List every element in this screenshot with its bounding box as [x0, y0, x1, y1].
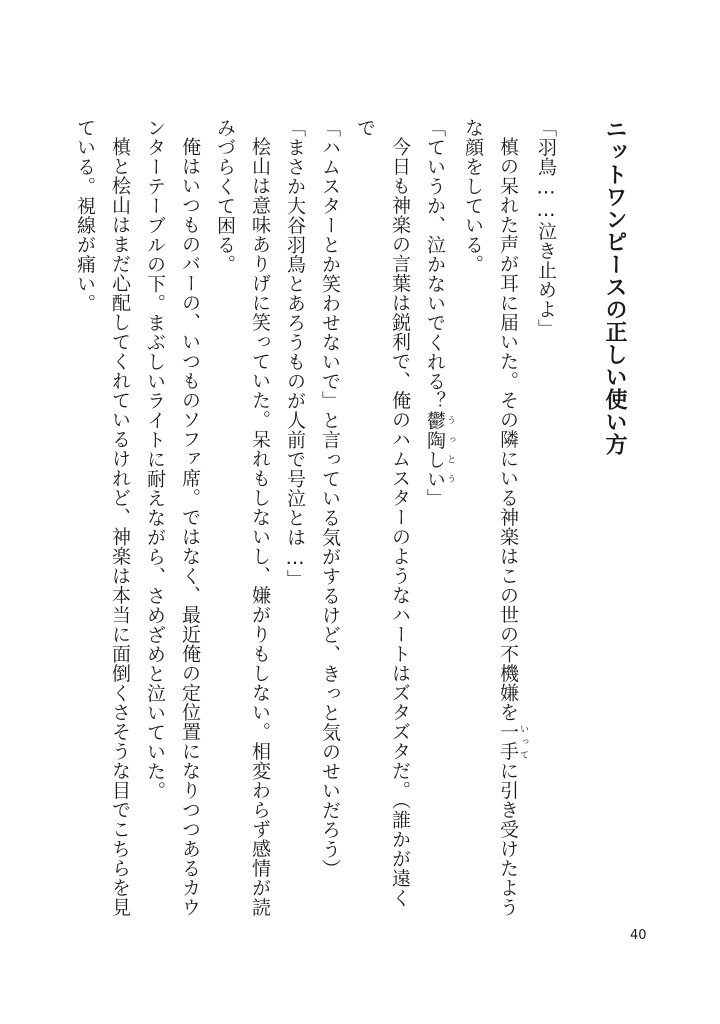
vertical-text-block [67, 118, 632, 918]
paragraph-7: 桧山は意味ありげに笑っていた。呆れもしないし、嫌がりもしない。相変わらず感情が読みづらくて困る。 [214, 118, 271, 917]
paragraph-3: 「ていうか、泣かないでくれる？鬱陶しい うっとう」 [424, 118, 455, 508]
paragraph-9: 槙と桧山はまだ心配してくれているけれど、神楽は本当に面倒くさそうな目でこちらを見ている。視線が痛い。 [74, 118, 131, 917]
paragraph-1: 「羽鳥……泣き止めよ」 [535, 118, 557, 339]
paragraph-8: 俺はいつものバーの、いつものソファ席。ではなく、最近俺の定位置になりつつあるカウンターテーブルの下。まぶしいライトに耐えながら、さめざめと泣いていた。 [144, 118, 201, 917]
paragraph-2-tail: に引き受けたような顔をしている。 [462, 118, 519, 917]
paragraph-2 [455, 118, 528, 918]
paragraph-4: 今日も神楽の言葉は鋭利で、俺のハムスターのようなハートはズタズタだ。（誰かが遠くで [354, 118, 411, 908]
chapter-title: ニットワンピースの正しい使い方 [602, 118, 627, 456]
page-number: 40 [630, 928, 647, 943]
paragraph-6: 「まさか大谷羽鳥とあろうものが人前で号泣とは…」 [284, 118, 306, 589]
ruby-ittte: 一手 いって [497, 722, 528, 761]
paragraph-5: 「ハムスターとか笑わせないで」と言っている気がするけど、きっと気のせいだろう） [319, 118, 341, 879]
paragraph-2-head: 槙の呆れた声が耳に届いた。その隣にいる神楽はこの世の不機嫌を [497, 137, 519, 722]
ruby-utto: 鬱陶しい うっとう [424, 410, 455, 489]
